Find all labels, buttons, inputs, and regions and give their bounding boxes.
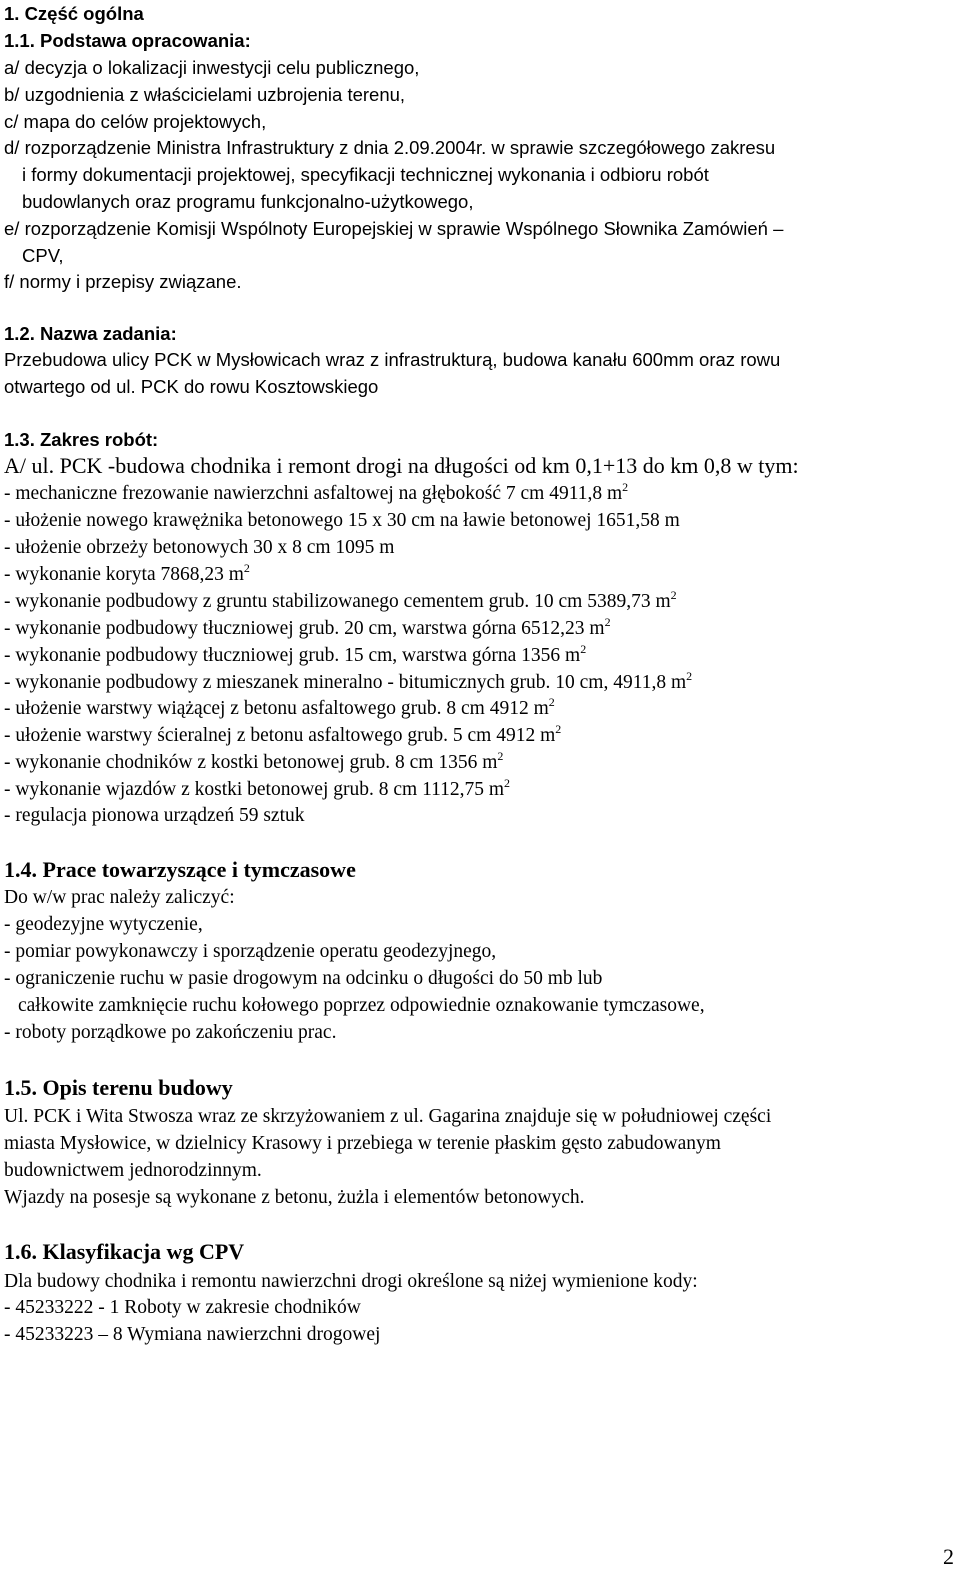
works-item (4, 751, 503, 775)
works-item (4, 778, 510, 802)
task-name-line1: Przebudowa ulicy PCK w Mysłowicach wraz z infrastrukturą, budowa kanału 600mm oraz rowu (4, 349, 781, 370)
works-scope-intro: A/ ul. PCK -budowa chodnika i remont drogi na długości od km 0,1+13 do km 0,8 w tym: (4, 453, 799, 478)
basis-item-b: b/ uzgodnienia z właścicielami uzbrojenia terenu, (4, 84, 406, 105)
section-heading-1-2: 1.2. Nazwa zadania: (4, 323, 177, 344)
section-heading-1-3: 1.3. Zakres robót: (4, 429, 159, 450)
superscript: 2 (497, 749, 504, 763)
site-description-line: miasta Mysłowice, w dzielnicy Krasowy i przebiega w terenie płaskim gęsto zabudowanym (4, 1133, 721, 1154)
superscript: 2 (548, 695, 555, 709)
basis-item-c: c/ mapa do celów projektowych, (4, 111, 267, 132)
section-heading-1-4: 1.4. Prace towarzyszące i tymczasowe (4, 857, 356, 882)
works-item-text: - ułożenie warstwy ścieralnej z betonu asfaltowego grub. 5 cm 4912 m (4, 725, 556, 746)
basis-item-d-part1: d/ rozporządzenie Ministra Infrastruktury z dnia 2.09.2004r. (4, 137, 487, 158)
site-description-line: budownictwem jednorodzinnym. (4, 1160, 262, 1181)
works-item-text: - wykonanie podbudowy z gruntu stabilizowanego cementem grub. 10 cm 5389,73 m (4, 591, 671, 612)
accompanying-item: - pomiar powykonawczy i sporządzenie operatu geodezyjnego, (4, 941, 497, 962)
accompanying-item: - roboty porządkowe po zakończeniu prac. (4, 1022, 337, 1043)
works-item (4, 482, 628, 506)
works-item (4, 644, 586, 668)
basis-item-d-line3: budowlanych oraz programu funkcjonalno-użytkowego, (22, 191, 474, 212)
superscript: 2 (686, 669, 693, 683)
works-item-text: - wykonanie koryta 7868,23 m (4, 564, 244, 585)
superscript: 2 (580, 642, 587, 656)
works-item (4, 804, 305, 828)
accompanying-item: - geodezyjne wytyczenie, (4, 914, 203, 935)
superscript: 2 (504, 776, 511, 790)
works-item-text: - wykonanie podbudowy tłuczniowej grub. 20 cm, warstwa górna 6512,23 m (4, 618, 605, 639)
works-item-text: - regulacja pionowa urządzeń 59 sztuk (4, 805, 305, 826)
works-item (4, 671, 692, 695)
superscript: 2 (555, 722, 562, 736)
works-item (4, 724, 561, 748)
basis-item-a: a/ decyzja o lokalizacji inwestycji celu publicznego, (4, 57, 420, 78)
subsection-heading-1-1: 1.1. Podstawa opracowania: (4, 30, 251, 51)
accompanying-item-continued: całkowite zamknięcie ruchu kołowego poprzez odpowiednie oznakowanie tymczasowe, (18, 995, 705, 1016)
works-item (4, 697, 555, 721)
works-item-text: - mechaniczne frezowanie nawierzchni asfaltowej na głębokość 7 cm 4911,8 m (4, 483, 623, 504)
works-item (4, 590, 677, 614)
basis-item-d (4, 136, 775, 160)
superscript: 2 (243, 561, 250, 575)
basis-item-f: f/ normy i przepisy związane. (4, 271, 242, 292)
works-item-text: - ułożenie nowego krawężnika betonowego 15 x 30 cm na ławie betonowej 1651,58 m (4, 510, 680, 531)
superscript: 2 (670, 588, 677, 602)
basis-item-e-line2: CPV, (22, 245, 64, 266)
works-item-text: - wykonanie chodników z kostki betonowej grub. 8 cm 1356 m (4, 752, 498, 773)
works-item-text: - ułożenie obrzeży betonowych 30 x 8 cm 1095 m (4, 537, 395, 558)
works-item (4, 563, 250, 587)
works-item (4, 509, 680, 533)
task-name-line2: otwartego od ul. PCK do rowu Kosztowskiego (4, 376, 379, 397)
works-item (4, 617, 611, 641)
superscript: 2 (604, 615, 611, 629)
site-description-line: Wjazdy na posesje są wykonane z betonu, żużla i elementów betonowych. (4, 1187, 585, 1208)
superscript: 2 (622, 480, 629, 494)
site-description-line: Ul. PCK i Wita Stwosza wraz ze skrzyżowaniem z ul. Gagarina znajduje się w południowej części (4, 1106, 772, 1127)
section-heading-1-6: 1.6. Klasyfikacja wg CPV (4, 1239, 245, 1264)
page-number: 2 (943, 1544, 954, 1569)
section-heading-1-5: 1.5. Opis terenu budowy (4, 1075, 233, 1100)
accompanying-item: - ograniczenie ruchu w pasie drogowym na odcinku o długości do 50 mb lub (4, 968, 603, 989)
basis-item-d-line2: i formy dokumentacji projektowej, specyfikacji technicznej wykonania i odbioru robót (22, 164, 709, 185)
works-item (4, 536, 394, 560)
works-item-text: - wykonanie wjazdów z kostki betonowej grub. 8 cm 1112,75 m (4, 779, 505, 800)
document-page (4, 0, 954, 1572)
cpv-code-item: - 45233223 – 8 Wymiana nawierzchni drogowej (4, 1324, 381, 1345)
basis-item-d-part2: w sprawie szczegółowego zakresu (486, 137, 776, 158)
accompanying-intro: Do w/w prac należy zaliczyć: (4, 887, 235, 908)
cpv-intro: Dla budowy chodnika i remontu nawierzchni drogi określone są niżej wymienione kody: (4, 1271, 698, 1292)
works-item-text: - wykonanie podbudowy tłuczniowej grub. 15 cm, warstwa górna 1356 m (4, 645, 581, 666)
basis-item-e: e/ rozporządzenie Komisji Wspólnoty Europejskiej w sprawie Wspólnego Słownika Zamówień – (4, 218, 784, 239)
section-heading-1: 1. Część ogólna (4, 3, 144, 24)
works-item-text: - ułożenie warstwy wiążącej z betonu asfaltowego grub. 8 cm 4912 m (4, 698, 549, 719)
works-item-text: - wykonanie podbudowy z mieszanek mineralno - bitumicznych grub. 10 cm, 4911,8 m (4, 672, 687, 693)
cpv-code-item: - 45233222 - 1 Roboty w zakresie chodników (4, 1297, 361, 1318)
